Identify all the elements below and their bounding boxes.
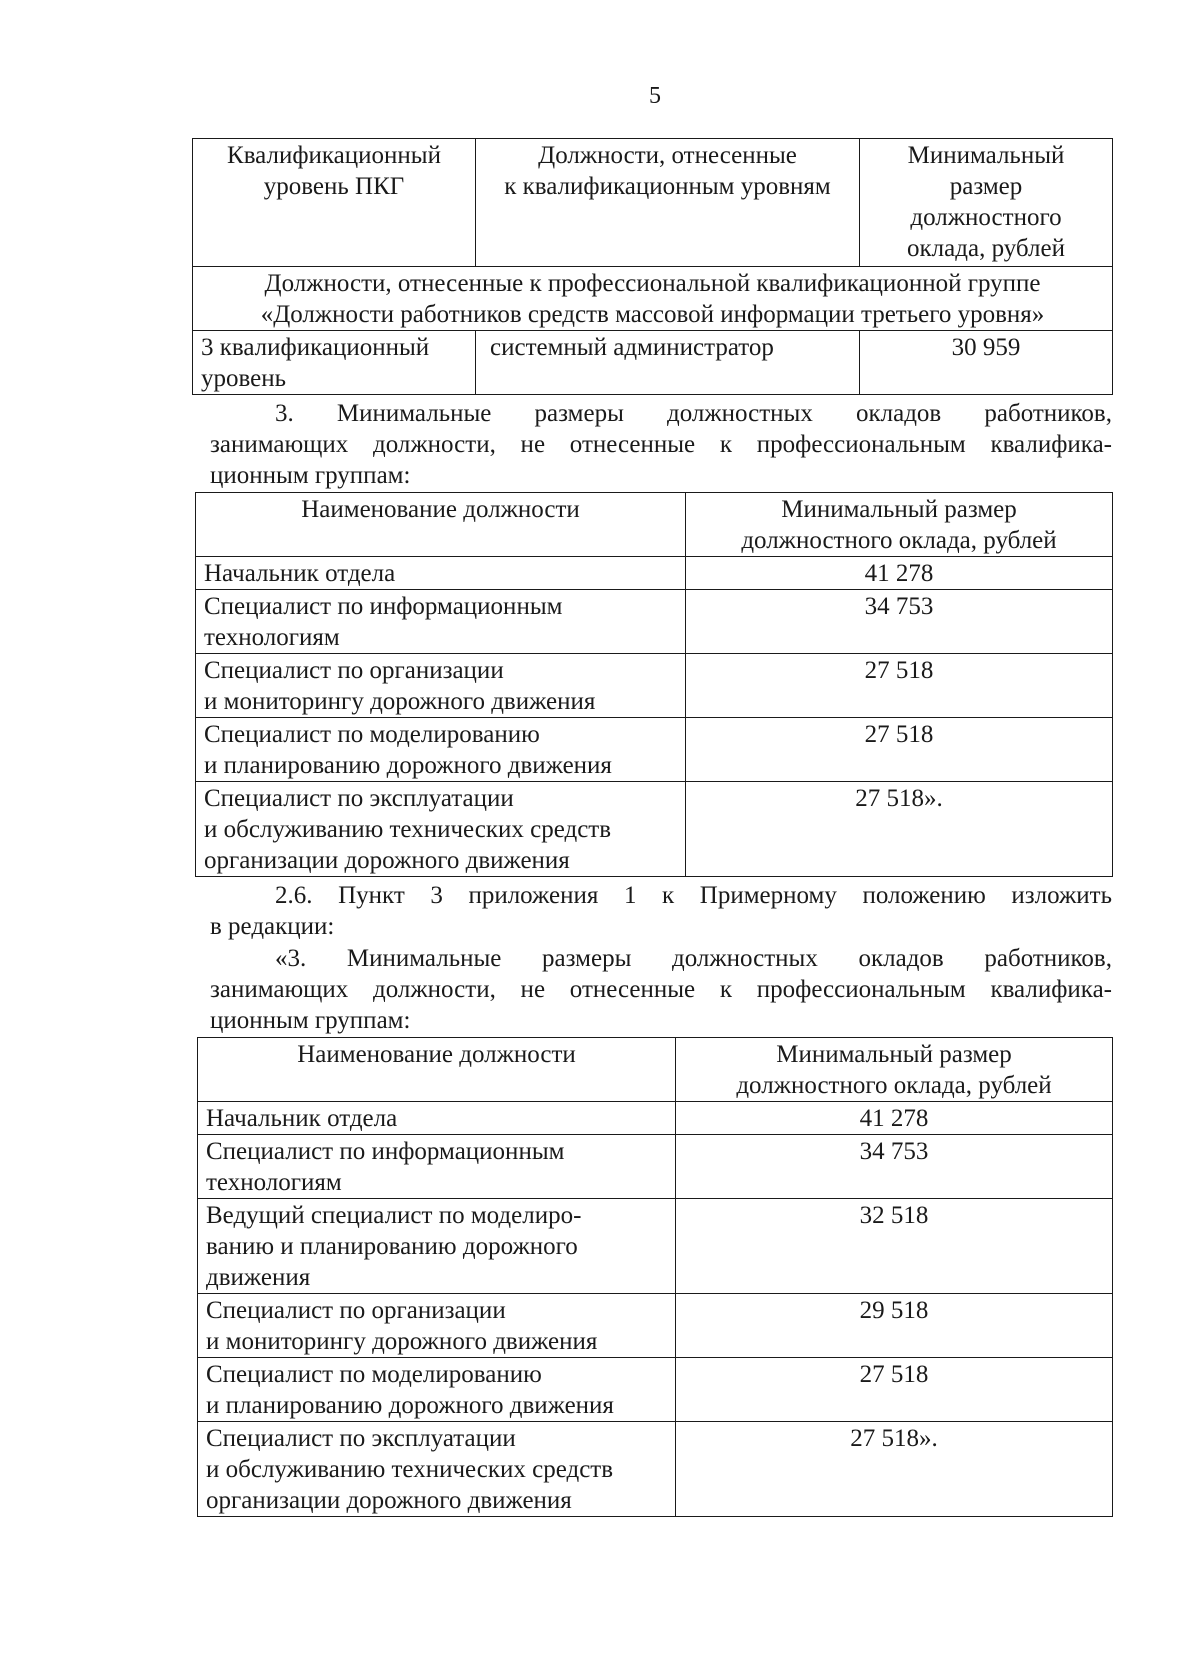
cell-salary: 27 518	[686, 718, 1113, 782]
table-row	[196, 718, 1113, 782]
table-row	[198, 1135, 1113, 1199]
cell-position-name: Начальник отдела	[196, 557, 686, 590]
table-row	[196, 782, 1113, 877]
page-number: 5	[649, 83, 661, 109]
cell-position-name: Специалист по информационным технологиям	[196, 590, 686, 654]
cell-salary: 29 518	[676, 1294, 1113, 1358]
table-header-row	[198, 1038, 1113, 1102]
cell-position: системный администратор	[476, 331, 860, 395]
cell-salary: 27 518».	[686, 782, 1113, 877]
cell-position-name: Специалист по эксплуатации и обслуживанию технических средств организации дорожного движения	[196, 782, 686, 877]
cell-position-name: Специалист по эксплуатации и обслуживанию технических средств организации дорожного движения	[198, 1422, 676, 1517]
table-positions-2	[197, 1037, 1113, 1517]
table-header-row	[196, 493, 1113, 557]
header-position-name: Наименование должности	[198, 1038, 676, 1102]
table-header-row	[193, 139, 1113, 267]
cell-level: 3 квалификационный уровень	[193, 331, 476, 395]
cell-salary: 30 959	[860, 331, 1113, 395]
paragraph-amendment: 2.6. Пункт 3 приложения 1 к Примерному положению изложить в редакции:	[210, 882, 1112, 940]
group-row	[193, 267, 1113, 331]
table-row	[198, 1102, 1113, 1135]
table-row	[198, 1422, 1113, 1517]
cell-position-name: Специалист по организации и мониторингу дорожного движения	[196, 654, 686, 718]
header-min-salary: Минимальный размер должностного оклада, рублей	[686, 493, 1113, 557]
cell-position-name: Специалист по информационным технологиям	[198, 1135, 676, 1199]
cell-position-name: Специалист по моделированию и планированию дорожного движения	[196, 718, 686, 782]
table-positions-1	[195, 492, 1113, 877]
table-row	[198, 1358, 1113, 1422]
paragraph-min-salaries-2: «3. Минимальные размеры должностных окладов работников, занимающих должности, не отнесенные к профессиональным квалифика- ционным группам:	[210, 945, 1112, 1034]
cell-salary: 34 753	[676, 1135, 1113, 1199]
header-position-name: Наименование должности	[196, 493, 686, 557]
cell-salary: 41 278	[686, 557, 1113, 590]
cell-salary: 27 518».	[676, 1422, 1113, 1517]
header-min-salary: Минимальный размер должностного оклада, рублей	[676, 1038, 1113, 1102]
header-positions: Должности, отнесенные к квалификационным уровням	[476, 139, 860, 267]
cell-salary: 27 518	[686, 654, 1113, 718]
table-row	[198, 1199, 1113, 1294]
table-row	[196, 654, 1113, 718]
cell-position-name: Специалист по моделированию и планированию дорожного движения	[198, 1358, 676, 1422]
header-min-salary: Минимальный размер должностного оклада, рублей	[860, 139, 1113, 267]
table-row	[196, 557, 1113, 590]
paragraph-min-salaries-1: 3. Минимальные размеры должностных окладов работников, занимающих должности, не отнесенные к профессиональным квалифика- ционным группам:	[210, 400, 1112, 489]
table-row	[198, 1294, 1113, 1358]
group-title: Должности, отнесенные к профессиональной квалификационной группе «Должности работников средств массовой информации третьего уровня»	[193, 267, 1113, 331]
cell-salary: 32 518	[676, 1199, 1113, 1294]
cell-position-name: Начальник отдела	[198, 1102, 676, 1135]
table-pkg-levels	[192, 138, 1113, 395]
table-row	[196, 590, 1113, 654]
cell-salary: 41 278	[676, 1102, 1113, 1135]
cell-position-name: Ведущий специалист по моделиро- ванию и планированию дорожного движения	[198, 1199, 676, 1294]
cell-salary: 27 518	[676, 1358, 1113, 1422]
table-row	[193, 331, 1113, 395]
cell-position-name: Специалист по организации и мониторингу дорожного движения	[198, 1294, 676, 1358]
header-qualification-level: Квалификационный уровень ПКГ	[193, 139, 476, 267]
cell-salary: 34 753	[686, 590, 1113, 654]
